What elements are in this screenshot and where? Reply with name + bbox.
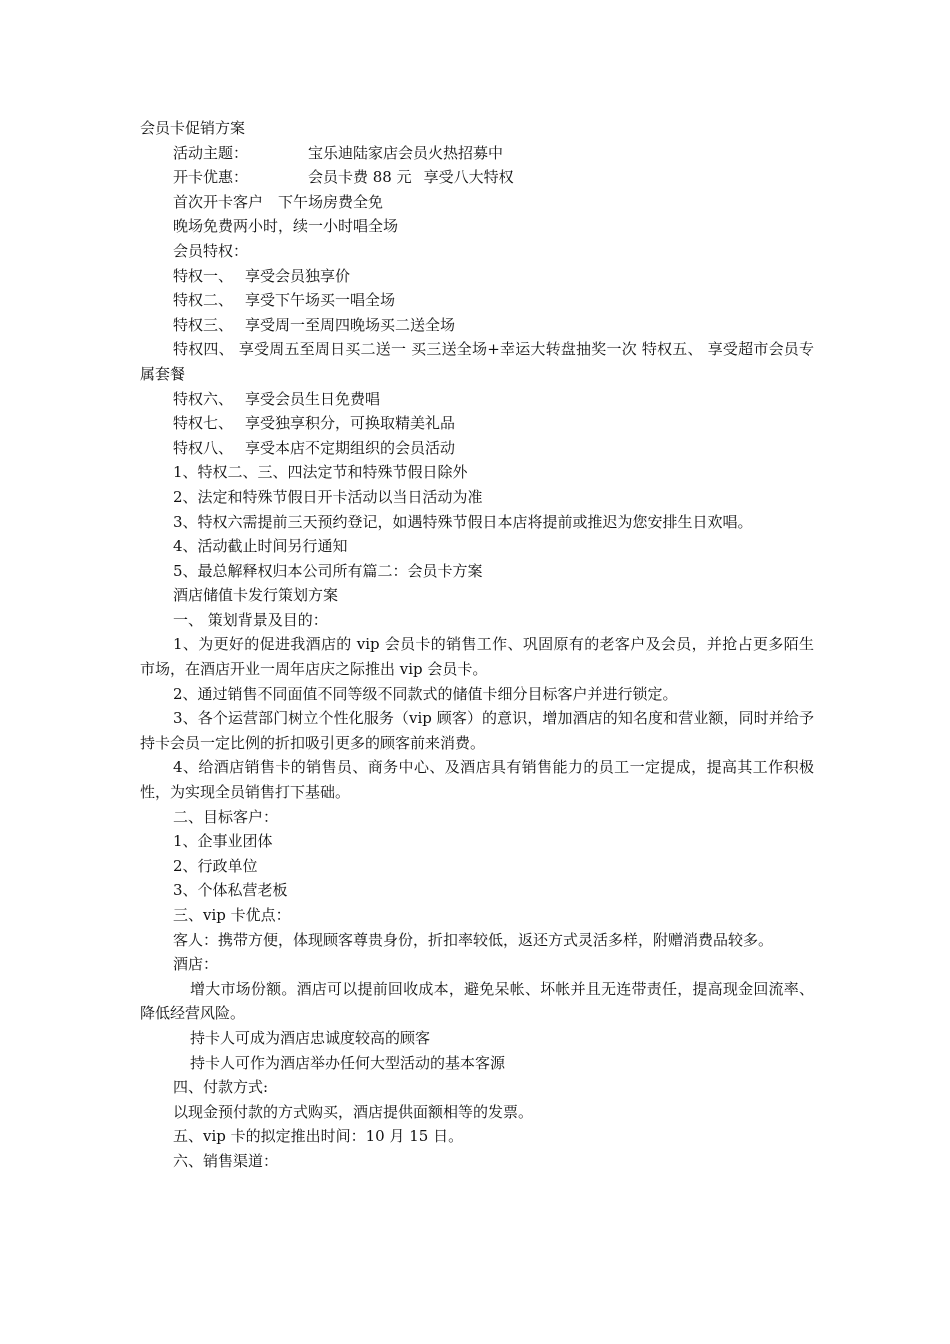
- note-item: 2、法定和特殊节假日开卡活动以当日活动为准: [173, 487, 483, 506]
- open-line: [140, 165, 814, 190]
- privilege-text: 享受会员独享价: [245, 266, 351, 285]
- note-item: 1、特权二、三、四法定节和特殊节假日除外: [173, 463, 468, 482]
- hotel-label: 酒店：: [173, 955, 219, 974]
- list-item: 1、企事业团体: [173, 832, 273, 851]
- section-heading: 五、vip 卡的拟定推出时间：10 月 15 日。: [173, 1127, 464, 1146]
- note-item: 3、特权六需提前三天预约登记，如遇特殊节假日本店将提前或推迟为您安排生日欢唱。: [173, 512, 753, 531]
- first-value: 下午场房费全免: [278, 192, 384, 211]
- privilege-text: 享受周一至周四晚场买二送全场: [245, 315, 456, 334]
- privilege-item: [140, 288, 814, 313]
- privilege-label: 特权二、: [173, 291, 234, 310]
- open-label: 开卡优惠：: [173, 168, 249, 187]
- privilege-text: 享受本店不定期组织的会员活动: [245, 438, 456, 457]
- evening-line: 晚场免费两小时，续一小时唱全场: [173, 217, 399, 236]
- section-paragraph: 2、通过销售不同面值不同等级不同款式的储值卡细分目标客户并进行锁定。: [173, 684, 678, 703]
- document-body: [140, 116, 814, 1174]
- privilege-item: [140, 313, 814, 338]
- list-item: 2、行政单位: [173, 856, 258, 875]
- theme-value: 宝乐迪陆家店会员火热招募中: [308, 143, 504, 162]
- privilege-text: 享受下午场买一唱全场: [245, 291, 396, 310]
- section-heading: 三、vip 卡优点：: [173, 906, 291, 924]
- privilege-label: 特权八、: [173, 438, 234, 457]
- privilege-item: [140, 387, 814, 412]
- privilege-item: [140, 264, 814, 289]
- theme-label: 活动主题：: [173, 143, 249, 162]
- section-heading: 二、目标客户：: [173, 807, 279, 826]
- note-item: 4、活动截止时间另行通知: [173, 537, 348, 556]
- open-value-a: 会员卡费 88 元: [308, 168, 412, 187]
- hotel-point: 持卡人可成为酒店忠诚度较高的顾客: [190, 1028, 431, 1047]
- privileges-heading: 会员特权：: [173, 241, 249, 260]
- section-paragraph: 3、各个运营部门树立个性化服务（vip 顾客）的意识，增加酒店的知名度和营业额，同时并给予持卡会员一定比例的折扣吸引更多的顾客前来消费。: [140, 709, 814, 752]
- payment-text: 以现金预付款的方式购买，酒店提供面额相等的发票。: [173, 1102, 534, 1121]
- section-paragraph: 1、为更好的促进我酒店的 vip 会员卡的销售工作、巩固原有的老客户及会员，并抢占更多陌生市场，在酒店开业一周年店庆之际推出 vip 会员卡。: [140, 635, 814, 679]
- guest-paragraph: 客人：携带方便，体现顾客尊贵身份，折扣率较低，返还方式灵活多样，附赠消费品较多。: [173, 930, 774, 949]
- plan-title: 酒店储值卡发行策划方案: [173, 586, 339, 605]
- privilege-text: 享受独享积分，可换取精美礼品: [245, 414, 456, 433]
- first-line: [140, 190, 814, 215]
- privilege-label: 特权六、: [173, 389, 234, 408]
- privilege-item: [140, 411, 814, 436]
- privilege-label: 特权一、: [173, 266, 234, 285]
- open-value-b: 享受八大特权: [423, 168, 514, 187]
- list-item: 3、个体私营老板: [173, 881, 288, 900]
- section-heading: 一、 策划背景及目的：: [173, 610, 328, 629]
- note-item: 5、最总解释权归本公司所有篇二：会员卡方案: [173, 561, 483, 580]
- section-paragraph: 4、给酒店销售卡的销售员、商务中心、及酒店具有销售能力的员工一定提成，提高其工作积极性，为实现全员销售打下基础。: [140, 758, 814, 802]
- privilege-text: 享受会员生日免费唱: [245, 389, 381, 408]
- theme-line: [140, 141, 814, 166]
- hotel-point: 持卡人可作为酒店举办任何大型活动的基本客源: [190, 1053, 506, 1072]
- privilege-label: 特权七、: [173, 414, 234, 433]
- privilege-item: [140, 436, 814, 461]
- section-heading: 四、付款方式:: [173, 1078, 269, 1097]
- doc-title: 会员卡促销方案: [140, 119, 246, 137]
- section-heading: 六、销售渠道：: [173, 1151, 279, 1170]
- first-label: 首次开卡客户: [173, 192, 264, 211]
- privilege-label: 特权三、: [173, 315, 234, 334]
- hotel-paragraph: 增大市场份额。酒店可以提前回收成本，避免呆帐、坏帐并且无连带责任，提高现金回流率、降低经营风险。: [140, 979, 814, 1023]
- privilege-four-five: 特权四、 享受周五至周日买二送一 买三送全场+幸运大转盘抽奖一次 特权五、 享受超市会员专属套餐: [140, 340, 814, 383]
